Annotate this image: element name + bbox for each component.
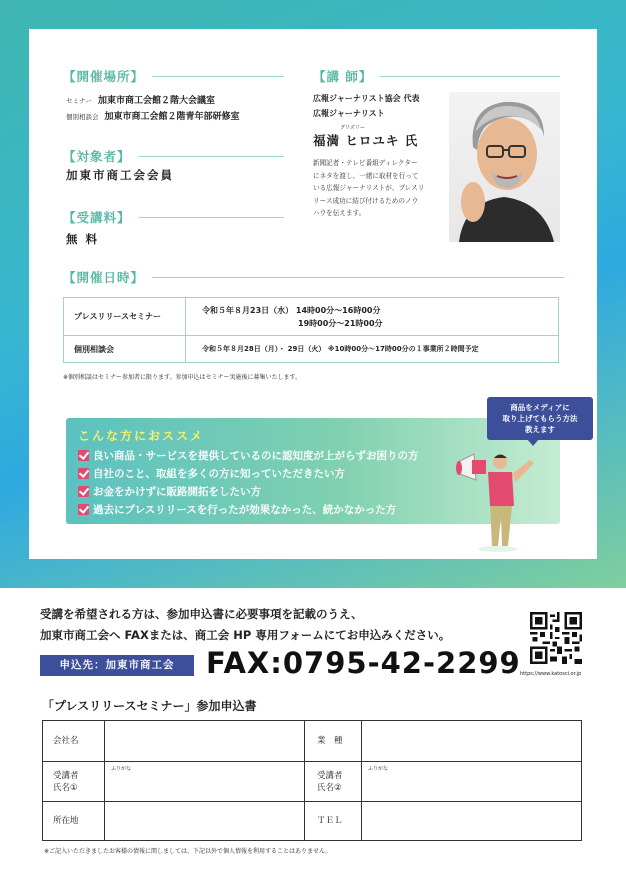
form-title: 「プレスリリースセミナー」参加申込書 [42, 699, 257, 713]
consult-place: 加東市商工会館２階青年部研修室 [104, 112, 240, 122]
megaphone-man-illustration [450, 446, 550, 554]
schedule-label: 個別相談会 [64, 336, 186, 363]
recommend-title: こんな方におススメ [78, 429, 205, 443]
seminar-place: 加東市商工会館２階大会議室 [98, 96, 216, 106]
checkbox-icon [78, 486, 89, 497]
recommend-text: 良い商品・サービスを提供しているのに認知度が上がらずお困りの方 [93, 450, 419, 462]
lecturer-ruby: グリズリー [340, 125, 365, 131]
table-row [43, 802, 582, 841]
name2-field[interactable] [362, 762, 582, 802]
target-heading [63, 147, 284, 165]
privacy-note: ※ご記入いただきましたお客様の情報に関しましては、下記以外で個人情報を利用することはありません。 [44, 848, 332, 855]
tel-label: ＴＥＬ [305, 802, 362, 841]
venue-heading [63, 67, 284, 85]
speech-bubble [487, 397, 593, 440]
checkbox-icon [78, 504, 89, 515]
consult-venue [66, 109, 240, 122]
qr-code-icon[interactable] [530, 612, 582, 664]
lecturer-photo [449, 92, 560, 242]
bio-line: いる広報ジャーナリストが、プレスリ [313, 184, 425, 192]
apply-instructions-2: 加東市商工会へ FAXまたは、商工会 HP 専用フォームにてお申込みください。 [40, 628, 451, 642]
schedule-table [63, 297, 559, 363]
divider [152, 76, 284, 77]
recommend-text: お金をかけずに販路開拓をしたい方 [93, 486, 261, 498]
furigana-label: ふりがな [368, 766, 389, 772]
apply-destination-badge: 申込先：加東市商工会 [40, 655, 194, 676]
apply-instructions-1: 受講を希望される方は、参加申込書に必要事項を記載のうえ、 [40, 607, 363, 621]
furigana-label: ふりがな [111, 766, 132, 772]
name2-label [305, 762, 362, 802]
schedule-heading [63, 268, 564, 286]
checkbox-icon [78, 468, 89, 479]
fax-number: FAX:0795-42-2299 [206, 646, 521, 680]
schedule-line: 19時00分～21時00分 [298, 318, 383, 328]
label-line: 氏名② [317, 782, 342, 793]
lecturer-bio [313, 157, 424, 220]
bio-line: 新聞記者・テレビ番組ディレクター [313, 159, 418, 167]
name1-label [43, 762, 105, 802]
list-item [78, 484, 261, 499]
bubble-line: 教えます [525, 425, 555, 434]
list-item [78, 448, 419, 463]
fee-heading [63, 208, 284, 226]
lecturer-portrait-illustration [449, 92, 560, 242]
table-row [43, 721, 582, 762]
fee-value: 無 料 [66, 232, 100, 246]
address-label: 所在地 [43, 802, 105, 841]
fee-heading-text: 【受講料】 [63, 210, 131, 225]
name1-field[interactable] [105, 762, 305, 802]
lecturer-name: 福満 ヒロユキ 氏 [313, 133, 419, 148]
seminar-venue [66, 93, 215, 106]
label-line: 受講者 [53, 770, 79, 781]
schedule-time [186, 336, 559, 363]
industry-label: 業 種 [305, 721, 362, 762]
recommend-text: 自社のこと、取組を多くの方に知っていただきたい方 [93, 468, 345, 480]
schedule-line: 令和５年８月28日（月）・ 29日（火） ※10時00分～17時00分の１事業所２時間予定 [202, 345, 479, 353]
label-line: 受講者 [317, 770, 343, 781]
schedule-label: プレスリリースセミナー [64, 298, 186, 336]
company-field[interactable] [105, 721, 305, 762]
schedule-line: 令和５年８月23日（水） 14時00分～16時00分 [202, 305, 381, 315]
table-row [64, 336, 559, 363]
divider [380, 76, 560, 77]
target-heading-text: 【対象者】 [63, 149, 131, 164]
table-row [43, 762, 582, 802]
bio-line: にネタを渡し、一緒に取材を行って [313, 171, 419, 180]
recommend-text: 過去にプレスリリースを行ったが効果なかった、続かなかった方 [93, 504, 397, 516]
address-field[interactable] [105, 802, 305, 841]
list-item [78, 502, 396, 517]
industry-field[interactable] [362, 721, 582, 762]
bio-line: リース成功に結び付けるためのノウ [313, 196, 419, 205]
lecturer-heading [313, 67, 560, 85]
bubble-line: 商品をメディアに [510, 403, 570, 412]
lecturer-org: 広報ジャーナリスト協会 代表 [313, 94, 420, 103]
divider [139, 217, 284, 218]
schedule-note: ※個別相談はセミナー参加者に限ります。参加申込はセミナー実施後に募集いたします。 [63, 374, 302, 381]
lecturer-heading-text: 【講 師】 [313, 69, 373, 84]
divider [152, 277, 564, 278]
venue-heading-text: 【開催場所】 [63, 69, 145, 84]
checkbox-icon [78, 450, 89, 461]
company-label: 会社名 [43, 721, 105, 762]
bio-line: ハウを伝えます。 [313, 209, 366, 217]
schedule-heading-text: 【開催日時】 [63, 270, 145, 285]
application-form-table [42, 720, 582, 841]
divider [139, 156, 284, 157]
target-value: 加東市商工会会員 [66, 168, 174, 182]
label-line: 氏名① [53, 782, 78, 793]
schedule-time [186, 298, 559, 336]
lecturer-title: 広報ジャーナリスト [313, 109, 385, 118]
list-item [78, 466, 345, 481]
table-row [64, 298, 559, 336]
seminar-tag: セミナー [66, 97, 92, 105]
tel-field[interactable] [362, 802, 582, 841]
consult-tag: 個別相談会 [66, 113, 99, 121]
bubble-line: 取り上げてもらう方法 [502, 414, 578, 423]
website-url[interactable]: https://www.katosci.or.jp [520, 671, 582, 677]
